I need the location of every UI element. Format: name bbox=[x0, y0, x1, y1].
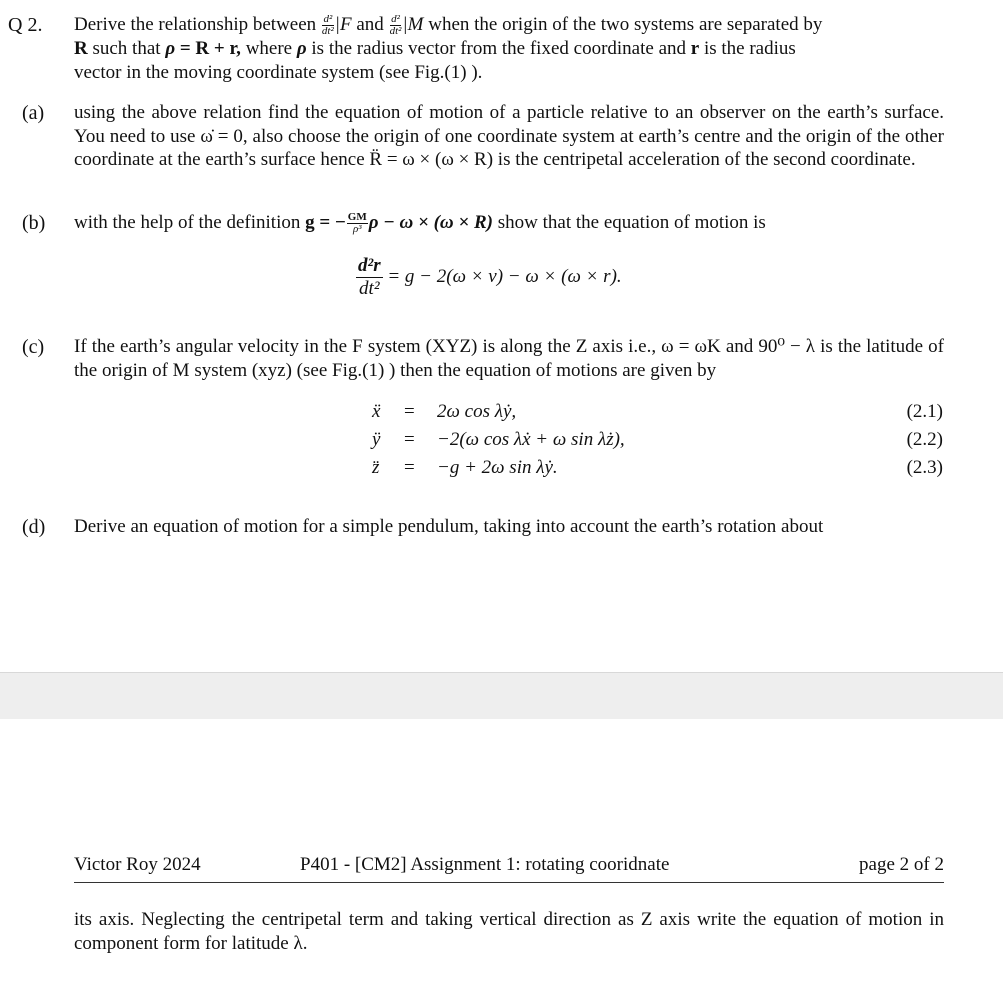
equation-row bbox=[372, 428, 380, 452]
equation-of-motion bbox=[356, 255, 622, 300]
footer-page-number: page 2 of 2 bbox=[859, 854, 944, 875]
equation-rhs: −2(ω cos λẋ + ω sin λż), bbox=[437, 429, 625, 450]
intro-is-radius: is the radius bbox=[703, 38, 796, 59]
footer-author: Victor Roy 2024 bbox=[74, 854, 201, 875]
intro-where: where bbox=[245, 38, 293, 59]
rho-symbol-2: ρ bbox=[296, 38, 307, 59]
vector-R: R bbox=[74, 38, 88, 59]
rho-symbol: ρ bbox=[165, 38, 176, 59]
page-break-gap bbox=[0, 672, 1003, 720]
equation-number: (2.2) bbox=[906, 429, 943, 450]
intro-text-b: when the origin of the two systems are separated by bbox=[428, 14, 823, 35]
equation-number: (2.3) bbox=[906, 457, 943, 478]
equation-lhs: ẍ bbox=[372, 401, 381, 422]
question-number: Q 2. bbox=[8, 14, 43, 36]
second-derivative-fraction-m: $\frac{\text{d²}}{\text{dt²}}$ bbox=[389, 13, 402, 38]
equation-row bbox=[372, 456, 379, 480]
question-intro-line-3: vector in the moving coordinate system (see Fig.(1) ). bbox=[74, 62, 483, 83]
part-d-text: Derive an equation of motion for a simple pendulum, taking into account the earth’s rotation about bbox=[74, 516, 824, 537]
equation-rhs: 2ω cos λẏ, bbox=[437, 401, 517, 422]
equation-lhs: z̈ bbox=[372, 457, 380, 478]
equation-equals: = bbox=[404, 457, 415, 478]
part-b-text-b: show that the equation of motion is bbox=[497, 212, 766, 233]
intro-text-a: Derive the relationship between bbox=[74, 14, 317, 35]
part-d-continuation: its axis. Neglecting the centripetal term and taking vertical direction as Z axis write the equation of motion in component form for latitude λ. bbox=[74, 909, 944, 954]
g-definition-lhs: g = − bbox=[305, 212, 346, 233]
equation-equals: = bbox=[404, 429, 415, 450]
intro-radius-text: is the radius vector from the fixed coordinate and bbox=[311, 38, 686, 59]
question-intro-line-1 bbox=[74, 13, 822, 37]
subscript-f: |F bbox=[334, 14, 352, 35]
equation-number: (2.1) bbox=[906, 401, 943, 422]
second-derivative-fraction-f: $\frac{\text{d²}}{\text{dt²}}$ bbox=[321, 13, 334, 38]
equation-row bbox=[372, 400, 380, 424]
part-b-label: (b) bbox=[22, 212, 46, 234]
footer-course: P401 - [CM2] Assignment 1: rotating cooridnate bbox=[300, 854, 670, 875]
intro-such-that: such that bbox=[92, 38, 161, 59]
gm-over-rho3-fraction: $\frac{GM}{\text{ρ³}}$ bbox=[347, 211, 367, 236]
equation-equals: = bbox=[404, 401, 415, 422]
equation-lhs: ÿ bbox=[372, 429, 381, 450]
rho-equation: = R + r, bbox=[179, 38, 241, 59]
d2r-dt2-fraction: $\frac{\text{d²r}}{\text{dt²}}$ bbox=[358, 255, 381, 299]
part-b-text bbox=[74, 211, 766, 235]
subscript-m: |M bbox=[402, 14, 424, 35]
equation-rhs: −g + 2ω sin λẏ. bbox=[437, 457, 558, 478]
part-c-label: (c) bbox=[22, 336, 45, 358]
part-b-text-a: with the help of the definition bbox=[74, 212, 301, 233]
part-a-label: (a) bbox=[22, 102, 45, 124]
vector-r: r bbox=[690, 38, 700, 59]
page-footer bbox=[74, 852, 944, 883]
part-c-text: If the earth’s angular velocity in the F system (XYZ) is along the Z axis i.e., ω = ωK and 90⁰ − λ is the latitude of the origin of M system (xyz) (see Fig.(1) ) then the equation of motions are given by bbox=[74, 336, 944, 381]
equation-of-motion-rhs: = g − 2(ω × v) − ω × (ω × r). bbox=[387, 265, 622, 287]
intro-and: and bbox=[356, 14, 384, 35]
question-intro-line-2 bbox=[74, 37, 796, 61]
part-d-label: (d) bbox=[22, 516, 46, 538]
g-definition-rhs: ρ − ω × (ω × R) bbox=[368, 212, 493, 233]
part-a-text: using the above relation find the equation of motion of a particle relative to an observer on the earth’s surface. You need to use ω̇ = 0, also choose the origin of one coordinate system at earth’s centre and the origin of the other coordinate at the earth’s surface hence R̈ = ω × (ω × R) is the centripetal acceleration of the second coordinate. bbox=[74, 102, 944, 170]
